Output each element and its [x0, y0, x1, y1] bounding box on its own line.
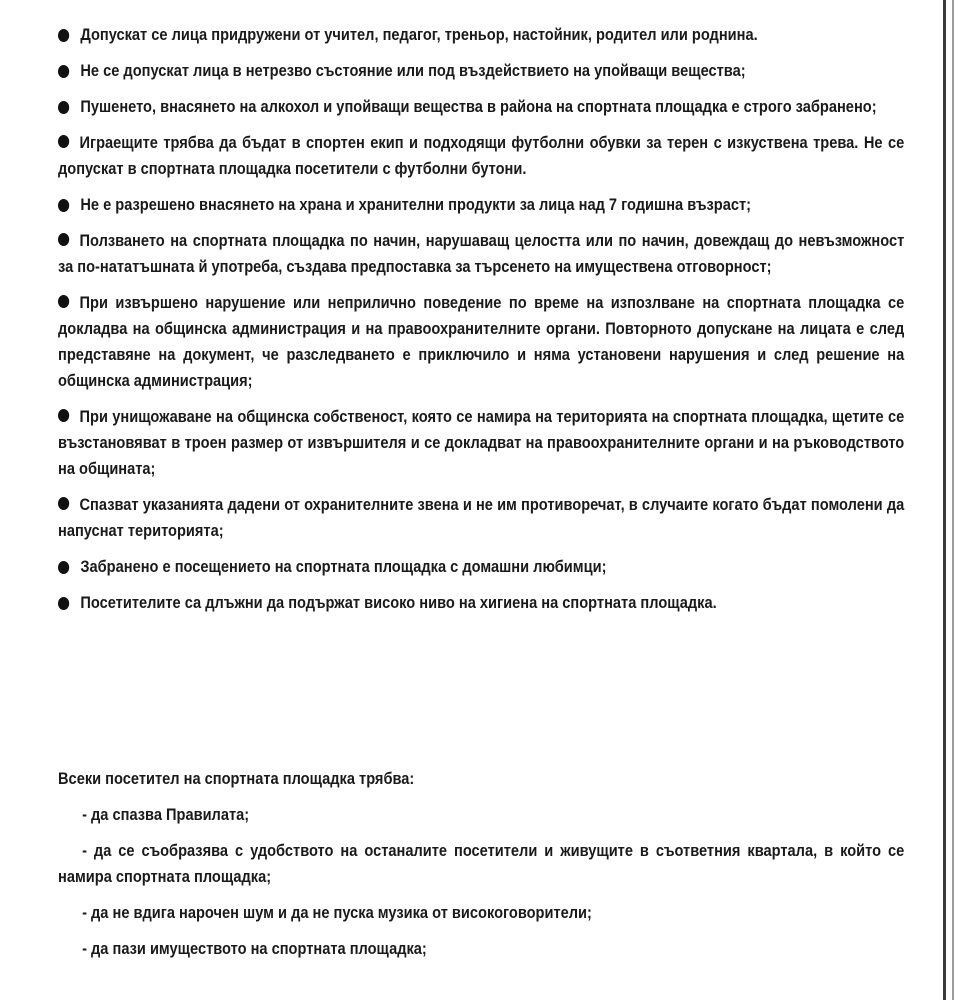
rule-text: Ползването на спортната площадка по начин, нарушаващ целостта или по начин, довеждащ до невъзможност за по-нататъшната й употреба, създава предпоставка за търсенето на имуществена отговорност; [58, 231, 905, 276]
obligation-item: - да не вдига нарочен шум и да не пуска музика от високоговорители; [82, 903, 592, 922]
rule-item [58, 492, 904, 544]
bullet-icon [58, 497, 69, 510]
rule-text: При извършено нарушение или неприлично поведение по време на изпозлване на спортната площадка се докладва на общинска администрация и на правоохранителните органи. Повторното допускане на лицата е след представяне на документ, че разследването е приключило и няма установени нарушения и след решение на общинска администрация; [58, 293, 905, 390]
bullet-icon [58, 295, 69, 308]
visitor-obligations [58, 766, 904, 972]
rule-item [58, 94, 927, 120]
rule-text: Допускат се лица придружени от учител, педагог, треньор, настойник, родител или роднина. [80, 25, 758, 44]
bullet-icon [58, 597, 69, 610]
rule-text: Забранено е посещението на спортната площадка с домашни любимци; [80, 557, 607, 576]
bullet-icon [58, 135, 69, 148]
rule-text: Спазват указанията дадени от охранителните звена и не им противоречат, в случаите когато бъдат помолени да напуснат територията; [58, 495, 905, 540]
bullet-icon [58, 409, 69, 422]
rule-item [58, 192, 927, 218]
rule-item [58, 58, 927, 84]
obligations-list [58, 802, 904, 962]
bullet-icon [58, 233, 69, 246]
rule-text: При унищожаване на общинска собственост, която се намира на територията на спортната площадка, щетите се възстановяват в троен размер от извършителя и се докладват на правоохранителните органи и на ръководството на общината; [58, 407, 905, 478]
rule-item [58, 554, 927, 580]
rule-text: Посетителите са длъжни да подържат високо ниво на хигиена на спортната площадка. [80, 593, 717, 612]
rule-text: Пушенето, внасянето на алкохол и упойващи вещества в района на спортната площадка е строго забранено; [80, 97, 877, 116]
rule-text: Не се допускат лица в нетрезво състояние или под въздействието на упойващи вещества; [80, 61, 746, 80]
cut-off-heading [0, 0, 960, 8]
bullet-icon [58, 199, 69, 212]
page-border-line [943, 0, 946, 1000]
bullet-icon [58, 561, 69, 574]
section-intro: Всеки посетител на спортната площадка трябва: [58, 769, 415, 788]
rule-item [58, 228, 904, 280]
bullet-icon [58, 101, 69, 114]
rule-text: Играещите трябва да бъдат в спортен екип и подходящи футболни обувки за терен с изкуствена трева. Не се допускат в спортната площадка посетители с футболни бутони. [58, 133, 905, 178]
rule-item [58, 590, 927, 616]
rule-item [58, 404, 904, 482]
obligation-item: - да се съобразява с удобството на останалите посетители и живущите в съответния квартала, в който се намира спортната площадка; [58, 841, 905, 886]
bullet-icon [58, 65, 69, 78]
rule-text: Не е разрешено внасянето на храна и хранителни продукти за лица над 7 годишна възраст; [80, 195, 752, 214]
rule-item [58, 130, 904, 182]
rule-item [58, 22, 927, 48]
rules-list [58, 22, 904, 626]
bullet-icon [58, 29, 69, 42]
rule-item [58, 290, 904, 394]
obligation-item: - да пази имуществото на спортната площадка; [82, 939, 427, 958]
obligation-item: - да спазва Правилата; [82, 805, 250, 824]
page-border-line-outer [952, 0, 954, 1000]
